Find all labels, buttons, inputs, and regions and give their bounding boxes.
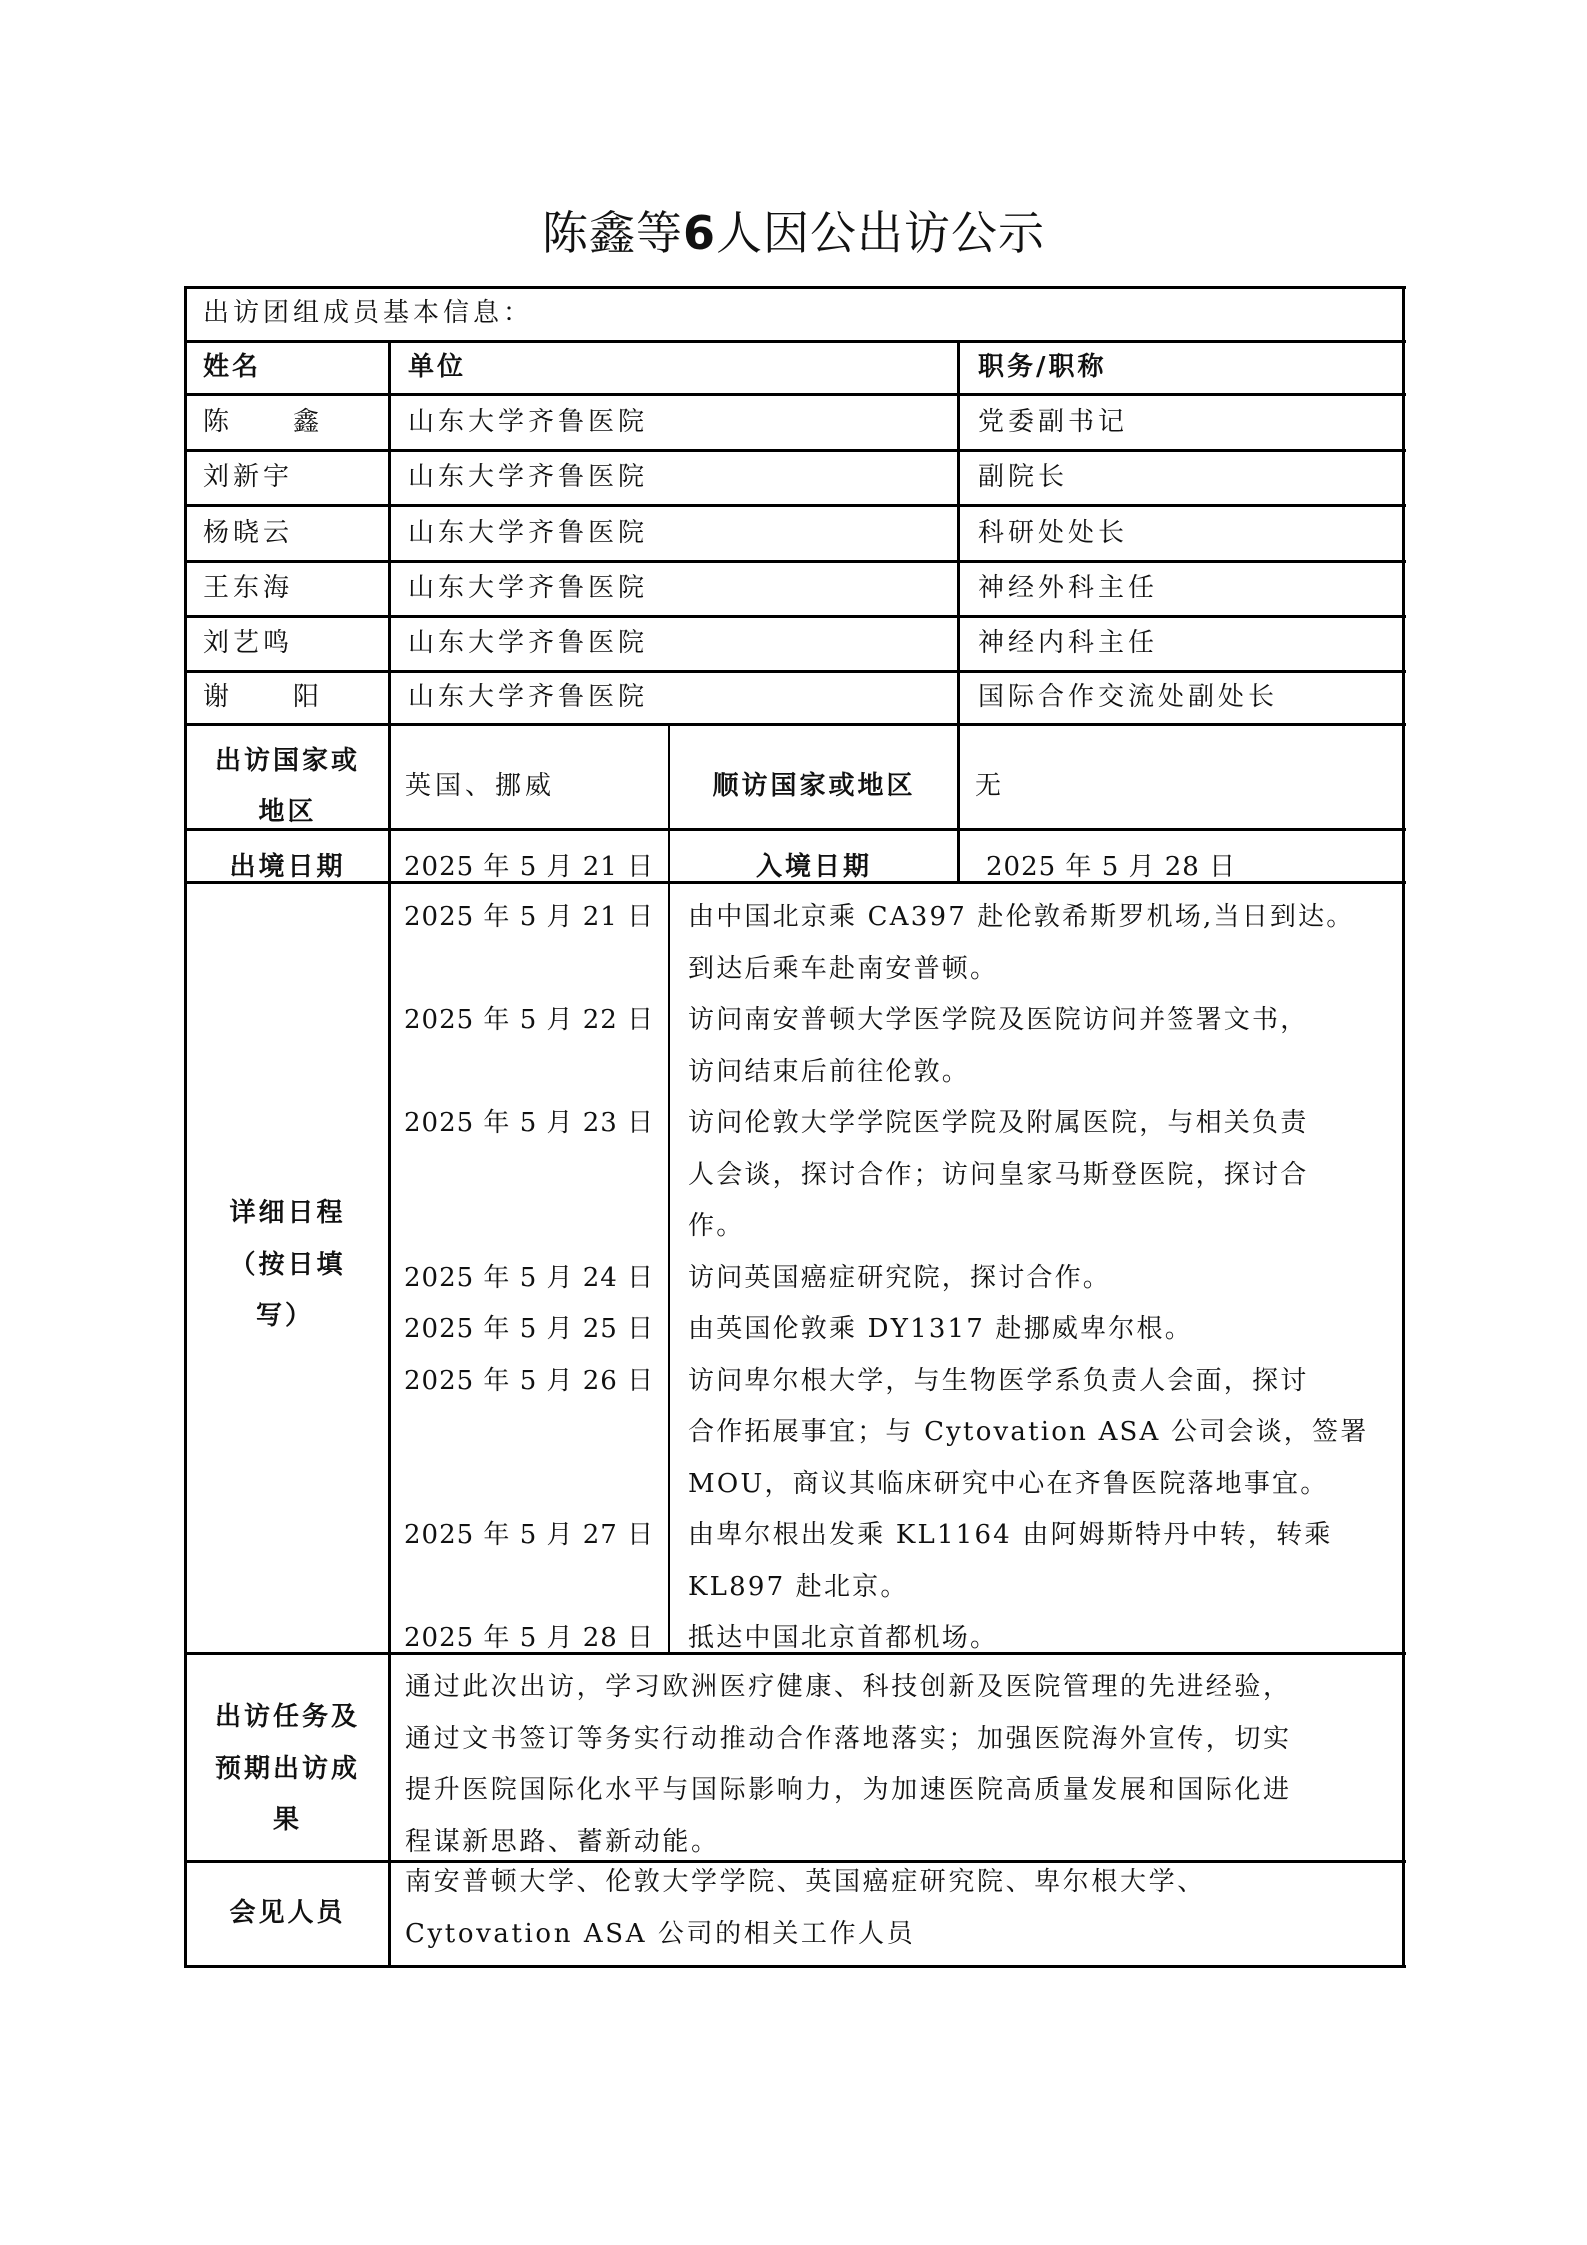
member-unit: 山东大学齐鲁医院	[408, 573, 649, 603]
member-title: 神经外科主任	[978, 573, 1159, 603]
schedule-date: 2025 年 5 月 26 日	[404, 1365, 655, 1396]
table-line	[185, 449, 1406, 452]
schedule-description-line: 到达后乘车赴南安普顿。	[688, 953, 999, 984]
schedule-description-line: 由英国伦敦乘 DY1317 赴挪威卑尔根。	[688, 1314, 1193, 1344]
entry-date-label: 入境日期	[755, 852, 872, 882]
tasks-label-line1: 出访任务及	[214, 1702, 360, 1732]
tasks-text	[405, 1662, 1292, 1868]
countries-label-line2: 地区	[258, 797, 317, 827]
member-unit: 山东大学齐鲁医院	[408, 628, 649, 658]
schedule-description-line: 访问英国癌症研究院，探讨合作。	[688, 1262, 1112, 1293]
transit-countries-value: 无	[975, 771, 1006, 801]
member-unit: 山东大学齐鲁医院	[408, 407, 649, 437]
schedule-description-line: 抵达中国北京首都机场。	[688, 1623, 999, 1653]
tasks-label-line2: 预期出访成	[214, 1754, 360, 1784]
schedule-description-line: 人会谈，探讨合作；访问皇家马斯登医院，探讨合	[688, 1159, 1309, 1190]
schedule-description-line: MOU，商议其临床研究中心在齐鲁医院落地事宜。	[688, 1468, 1329, 1499]
member-title: 党委副书记	[978, 407, 1129, 437]
header-name: 姓名	[203, 352, 262, 382]
title-prefix: 陈鑫等	[541, 206, 683, 260]
table-line	[185, 504, 1406, 507]
schedule-description-line: 访问卑尔根大学，与生物医学系负责人会面，探讨	[688, 1365, 1309, 1396]
tasks-line: 程谋新思路、蓄新动能。	[405, 1826, 720, 1857]
tasks-line: 通过文书签订等务实行动推动合作落地落实；加强医院海外宣传，切实	[405, 1723, 1292, 1754]
table-line	[185, 723, 1406, 726]
meetings-line: Cytovation ASA 公司的相关工作人员	[405, 1918, 916, 1949]
header-title: 职务/职称	[978, 352, 1107, 382]
schedule-date: 2025 年 5 月 25 日	[404, 1314, 655, 1344]
member-title: 国际合作交流处副处长	[978, 682, 1279, 712]
member-unit: 山东大学齐鲁医院	[408, 682, 649, 712]
table-line	[185, 670, 1406, 673]
member-unit: 山东大学齐鲁医院	[408, 518, 649, 548]
exit-date-label: 出境日期	[229, 852, 346, 882]
table-line	[388, 340, 391, 1968]
member-name: 陈 鑫	[203, 407, 324, 437]
schedule-date: 2025 年 5 月 28 日	[404, 1623, 655, 1653]
schedule-label-line2: （按日填	[229, 1250, 346, 1280]
table-line	[957, 340, 960, 884]
entry-date-value: 2025 年 5 月 28 日	[986, 852, 1237, 882]
meetings-text	[405, 1857, 1206, 1960]
member-name: 杨晓云	[203, 518, 294, 548]
member-title: 科研处处长	[978, 518, 1129, 548]
tasks-label-line3: 果	[272, 1805, 302, 1835]
meetings-label: 会见人员	[229, 1898, 346, 1928]
tasks-line: 提升医院国际化水平与国际影响力，为加速医院高质量发展和国际化进	[405, 1775, 1292, 1805]
table-line	[185, 286, 1406, 289]
title-suffix: 人因公出访公示	[716, 206, 1045, 260]
table-line	[185, 615, 1406, 618]
members-section-label: 出访团组成员基本信息：	[203, 298, 534, 328]
exit-date-value: 2025 年 5 月 21 日	[404, 852, 655, 882]
schedule-description-line: 访问结束后前往伦敦。	[688, 1056, 971, 1087]
schedule-label-line3: 写）	[256, 1301, 315, 1331]
member-name: 刘艺鸣	[203, 628, 294, 658]
countries-label-line1: 出访国家或	[214, 746, 360, 776]
table-line	[185, 393, 1406, 396]
schedule-description-line: 由卑尔根出发乘 KL1164 由阿姆斯特丹中转，转乘	[688, 1520, 1333, 1550]
table-line	[185, 560, 1406, 563]
member-title: 神经内科主任	[978, 628, 1159, 658]
schedule-description-line: 合作拓展事宜；与 Cytovation ASA 公司会谈，签署	[688, 1417, 1369, 1447]
schedule-label-line1: 详细日程	[229, 1198, 346, 1228]
schedule-description-line: 访问南安普顿大学医学院及医院访问并签署文书，	[688, 1005, 1309, 1035]
schedule-description-line: 访问伦敦大学学院医学院及附属医院，与相关负责	[688, 1108, 1309, 1138]
table-line	[185, 1965, 1406, 1968]
title-count: 6	[682, 206, 716, 260]
schedule-date: 2025 年 5 月 22 日	[404, 1005, 655, 1035]
meetings-line: 南安普顿大学、伦敦大学学院、英国癌症研究院、卑尔根大学、	[405, 1867, 1206, 1897]
member-name: 谢 阳	[203, 682, 324, 712]
countries-value: 英国、挪威	[405, 771, 556, 801]
member-name: 王东海	[203, 573, 294, 603]
schedule-date: 2025 年 5 月 27 日	[404, 1520, 655, 1550]
table-line	[185, 340, 1406, 343]
page-title	[0, 204, 1587, 262]
table-line	[185, 828, 1406, 831]
schedule-description-line: 由中国北京乘 CA397 赴伦敦希斯罗机场,当日到达。	[688, 902, 1355, 932]
member-unit: 山东大学齐鲁医院	[408, 462, 649, 492]
schedule-description-line: KL897 赴北京。	[688, 1571, 909, 1602]
schedule-date: 2025 年 5 月 24 日	[404, 1262, 655, 1293]
tasks-line: 通过此次出访，学习欧洲医疗健康、科技创新及医院管理的先进经验，	[405, 1672, 1292, 1702]
schedule-date: 2025 年 5 月 23 日	[404, 1108, 655, 1138]
schedule-date: 2025 年 5 月 21 日	[404, 902, 655, 932]
member-name: 刘新宇	[203, 462, 294, 492]
table-line	[1402, 286, 1405, 1968]
transit-countries-label: 顺访国家或地区	[712, 771, 916, 801]
header-unit: 单位	[408, 352, 467, 382]
schedule-description-line: 作。	[688, 1211, 745, 1241]
member-title: 副院长	[978, 462, 1069, 492]
